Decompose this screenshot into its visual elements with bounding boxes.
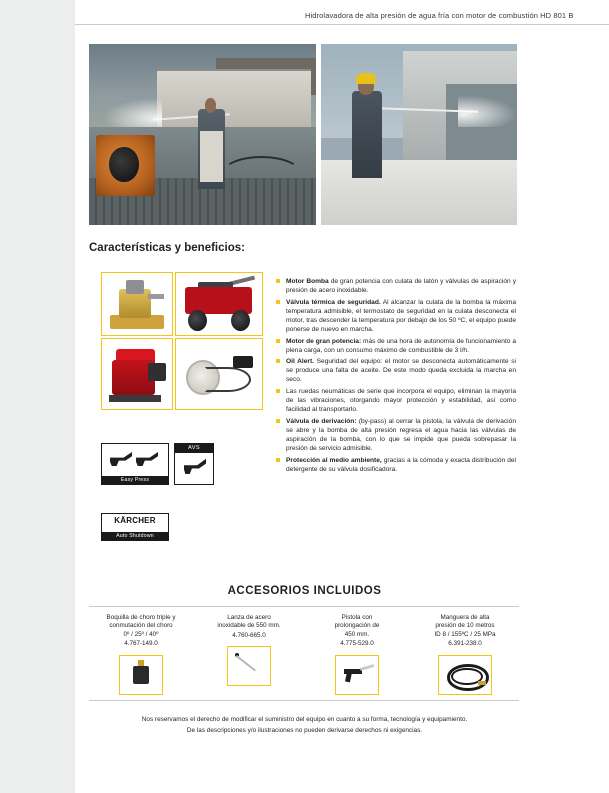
accessory-line2: conmutación del choro [109, 622, 173, 630]
avs-badge [174, 443, 214, 485]
accessory-line3: 0º / 25º / 40º [123, 630, 159, 638]
feature-text: Seguridad del equipo: el motor se desconecta automáticamente si se produce una falta de aceite. De este modo queda excluida la marcha en seco. [286, 358, 516, 384]
spray-gun-icon [184, 458, 206, 474]
footer-line-1: Nos reservamos el derecho de modificar el suministro del equipo en cuanto a su forma, tecnología y equipamiento. [141, 716, 468, 723]
karcher-auto-shutdown-badge [101, 513, 169, 541]
photo-operator-head [205, 98, 216, 112]
photo-operator-body-side [352, 91, 381, 178]
bullet-square-icon [276, 279, 280, 283]
product-photo-main [89, 44, 316, 225]
photo-water-spray [103, 98, 162, 127]
feature-bold: Motor Bomba [286, 278, 329, 285]
features-list [276, 277, 516, 476]
feature-item [276, 298, 516, 334]
feature-text: más de una hora de autonomía de funcionamiento a plena carga, con un consumo máximo de combustible de 3 l/h. [286, 337, 516, 354]
legal-footer [0, 714, 609, 736]
engine-base [109, 395, 161, 402]
hose-connector [478, 681, 486, 685]
lance-icon [227, 646, 271, 686]
accessory-reference: 4.767-149.0 [124, 640, 158, 648]
feature-text: gracias a la cómoda y exacta distribución del detergente de su válvula dosificadora. [286, 456, 516, 473]
accessory-line1: Manguera de alta [440, 614, 490, 621]
feature-text: de gran potencia con culata de latón y válvulas de aspiración y presión de acero inoxidable. [286, 278, 517, 295]
accessories-section-title: ACCESORIOS INCLUIDOS [227, 585, 382, 597]
feature-bold: Oil Alert. [286, 358, 315, 366]
hose-line [205, 367, 250, 392]
accessory-line1: Boquilla de choro triple y [106, 614, 176, 621]
bullet-square-icon [276, 389, 280, 393]
thumbnail-pump-unit [101, 272, 173, 336]
nozzle-body [133, 666, 150, 684]
easy-press-badge [101, 443, 169, 485]
footer-line-2: De las descripciones y/o ilustraciones no pueden derivarse derechos ni exigencias. [186, 727, 423, 734]
easy-press-label: Easy Press [102, 476, 168, 484]
photo-truck-body [157, 69, 311, 133]
thumbnail-engine [101, 338, 173, 410]
accessory-line2: prolongación de [334, 622, 380, 630]
lance-rod [236, 655, 256, 671]
thumbnail-hose-gun [175, 338, 263, 410]
accessory-reference: 4.775-529.0 [340, 640, 374, 648]
karcher-brand-label: KÄRCHER [114, 516, 156, 525]
accessories-divider-bottom [89, 700, 519, 701]
feature-bold: Protección al medio ambiente, [286, 456, 382, 464]
accessory-reference: 4.760-665.0 [232, 631, 266, 639]
spray-gun [233, 356, 254, 369]
feature-item [276, 277, 516, 295]
bullet-square-icon [276, 458, 280, 462]
gun-extension-tube [360, 664, 375, 671]
machine-wheel-right [231, 310, 250, 331]
bullet-square-icon [276, 300, 280, 304]
photo-drum-hub [109, 147, 139, 181]
feature-item [276, 337, 516, 355]
spray-gun-icon [335, 655, 379, 695]
photo-ground-side [321, 160, 517, 225]
page-header-title: Hidrolavadora de alta presión de agua fría con motor de combustión HD 801 B [305, 11, 574, 20]
accessory-line3: ID 8 / 155ºC / 25 MPa [434, 630, 496, 638]
bullet-square-icon [276, 339, 280, 343]
spray-gun-icon [136, 452, 158, 466]
photo-water-spray-side [458, 95, 517, 128]
features-section-title: Características y beneficios: [89, 242, 245, 254]
feature-text: Al alcanzar la culata de la bomba la máxima temperatura admisible, el termostato de seguridad en la culata desconecta el motor, tras descender la temperatura por debajo de los 50 ºC, el equipo puede ponerse de nuevo en marcha. [286, 298, 516, 333]
photo-operator-apron [200, 131, 223, 182]
feature-bold: Motor de gran potencia: [286, 337, 362, 345]
bullet-square-icon [276, 419, 280, 423]
pump-head [126, 280, 144, 294]
feature-text: Las ruedas neumáticas de serie que incorpora el equipo, eliminan la mayoría de las vibraciones, otorgando mayor protección y estabilidad, así como facilidad al transportarlo. [286, 388, 516, 414]
auto-shutdown-label: Auto Shutdown [102, 532, 168, 540]
accessory-line2: inoxidable de 550 mm. [217, 622, 281, 630]
thumbnail-machine-wheels [175, 272, 263, 336]
avs-label: AVS [175, 444, 213, 453]
gun-handle [345, 672, 352, 683]
feature-item [276, 357, 516, 384]
accessory-item [412, 614, 518, 695]
pump-pipe [148, 294, 163, 299]
accessory-line1: Lanza de acero [227, 614, 271, 621]
accessory-reference: 6.391-238.0 [448, 640, 482, 648]
nozzle-icon [119, 655, 163, 695]
feature-item [276, 387, 516, 414]
feature-bold: Válvula de derivación: [286, 417, 357, 425]
feature-bold: Válvula térmica de seguridad. [286, 298, 381, 306]
accessories-divider-top [89, 606, 519, 607]
machine-wheel-left [188, 310, 207, 331]
left-margin-strip [0, 0, 75, 793]
accessory-item [88, 614, 194, 695]
spray-gun-icon [110, 452, 132, 466]
accessory-line1: Pistola con [341, 614, 373, 621]
accessory-item [196, 614, 302, 686]
product-photo-side [321, 44, 517, 225]
hose-icon [438, 655, 492, 695]
accessory-line2: presión de 10 metros [435, 622, 495, 630]
photo-operator-helmet [356, 73, 376, 84]
header-divider [75, 24, 609, 25]
feature-item [276, 456, 516, 474]
accessory-line3: 450 mm. [344, 630, 370, 638]
feature-text: (by-pass) al cerrar la pistola, la válvula de derivación se abre y la bomba de alta presión regresa el agua hacia las válvulas de aspiración de la bomba, con lo que se impide que pueda sobrepasar la presión de servicio admisible. [286, 417, 516, 453]
photo-hose [221, 156, 302, 193]
accessory-item [304, 614, 410, 695]
feature-item [276, 417, 516, 453]
bullet-square-icon [276, 359, 280, 363]
engine-air-filter [148, 363, 166, 381]
